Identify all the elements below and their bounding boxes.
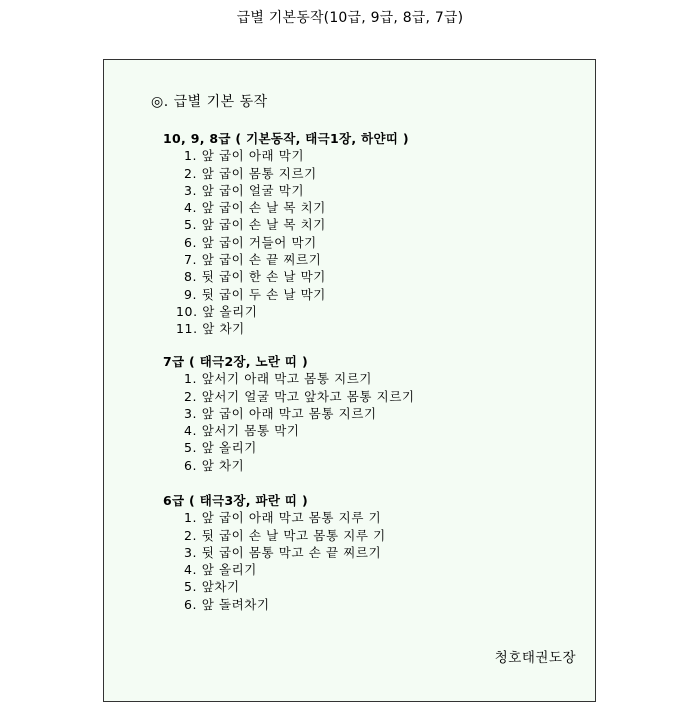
list-item: 9. 뒷 굽이 두 손 날 막기 bbox=[184, 286, 326, 302]
signature: 청호태권도장 bbox=[494, 650, 576, 666]
list-item: 2. 뒷 굽이 손 날 막고 몸통 지루 기 bbox=[184, 527, 386, 543]
list-item: 3. 앞 굽이 얼굴 막기 bbox=[184, 182, 305, 198]
list-item: 4. 앞서기 몸통 막기 bbox=[184, 423, 300, 439]
section-title: 6급 ( 태극3장, 파란 띠 ) bbox=[163, 493, 308, 508]
section-rank-6 bbox=[163, 492, 386, 613]
list-item: 11. 앞 차기 bbox=[176, 321, 245, 337]
list-item: 3. 뒷 굽이 몸통 막고 손 끝 찌르기 bbox=[184, 544, 382, 560]
list-item: 4. 앞 올리기 bbox=[184, 562, 257, 578]
list-item: 5. 앞차기 bbox=[184, 579, 240, 595]
list-item: 8. 뒷 굽이 한 손 날 막기 bbox=[184, 269, 326, 285]
list-item: 3. 앞 굽이 아래 막고 몸통 지르기 bbox=[184, 405, 377, 421]
list-item: 1. 앞서기 아래 막고 몸통 지르기 bbox=[184, 371, 373, 387]
list-item: 2. 앞서기 얼굴 막고 앞차고 몸통 지르기 bbox=[184, 388, 415, 404]
list-item: 5. 앞 올리기 bbox=[184, 440, 257, 456]
list-item: 1. 앞 굽이 아래 막기 bbox=[184, 148, 305, 164]
section-rank-7 bbox=[163, 353, 415, 474]
list-item: 7. 앞 굽이 손 끝 찌르기 bbox=[184, 252, 322, 268]
list-item: 5. 앞 굽이 손 날 목 치기 bbox=[184, 217, 326, 233]
list-item: 4. 앞 굽이 손 날 목 치기 bbox=[184, 200, 326, 216]
list-item: 6. 앞 돌려차기 bbox=[184, 596, 270, 612]
document-heading: ◎. 급별 기본 동작 bbox=[151, 94, 268, 110]
document-box bbox=[103, 59, 596, 702]
list-item: 6. 앞 굽이 거들어 막기 bbox=[184, 234, 317, 250]
list-item: 1. 앞 굽이 아래 막고 몸통 지루 기 bbox=[184, 510, 382, 526]
page-title: 급별 기본동작(10급, 9급, 8급, 7급) bbox=[236, 10, 464, 26]
section-rank-10-9-8 bbox=[163, 130, 409, 338]
section-title: 7급 ( 태극2장, 노란 띠 ) bbox=[163, 354, 308, 369]
section-title: 10, 9, 8급 ( 기본동작, 태극1장, 하얀띠 ) bbox=[163, 131, 409, 146]
list-item: 6. 앞 차기 bbox=[184, 457, 245, 473]
list-item: 10. 앞 올리기 bbox=[176, 303, 258, 319]
list-item: 2. 앞 굽이 몸통 지르기 bbox=[184, 165, 317, 181]
